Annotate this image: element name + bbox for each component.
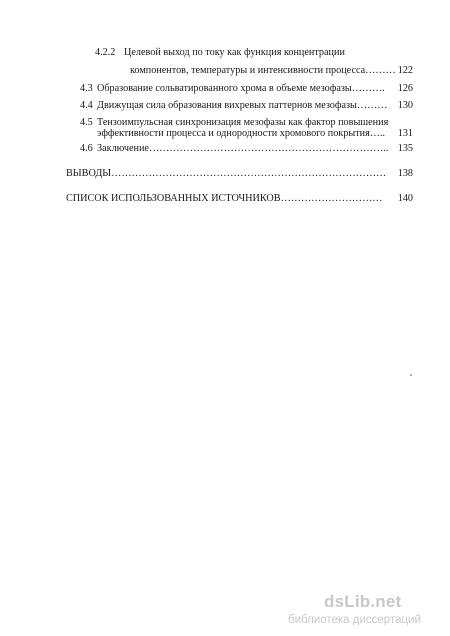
toc-page-number: 126 bbox=[397, 83, 413, 94]
toc-entry-number: 4.6 bbox=[80, 143, 93, 154]
watermark bbox=[288, 592, 448, 632]
toc-page-number: 122 bbox=[397, 65, 413, 76]
toc-entry-number: 4.5 bbox=[80, 117, 93, 128]
toc-page-number: 138 bbox=[397, 168, 413, 179]
toc-entry-title: Образование сольватированного хрома в объеме мезофазы………. bbox=[97, 83, 385, 94]
toc-entry-number: 4.2.2 bbox=[95, 47, 116, 58]
toc-entry-title: Тензоимпульсная синхронизация мезофазы как фактор повышения bbox=[97, 117, 389, 128]
toc-entry-number: 4.3 bbox=[80, 83, 93, 94]
toc-entry-title-continued: эффективности процесса и однородности хромового покрытия….. bbox=[97, 128, 386, 139]
watermark-subtitle: библиотека диссертаций bbox=[288, 614, 421, 626]
toc-page-number: 135 bbox=[397, 143, 413, 154]
toc-entry-title-continued: компонентов, температуры и интенсивности процесса……… bbox=[130, 65, 396, 76]
toc-entry-title: Целевой выход по току как функция концентрации bbox=[124, 47, 345, 58]
toc-page-number: 131 bbox=[397, 128, 413, 139]
watermark-logo: dsLib.net bbox=[324, 592, 402, 611]
toc-entry-title: Движущая сила образования вихревых паттернов мезофазы……… bbox=[97, 100, 388, 111]
toc-page-number: 140 bbox=[397, 193, 413, 204]
toc-entry-number: 4.4 bbox=[80, 100, 93, 111]
toc-page-number: 130 bbox=[397, 100, 413, 111]
toc-entry-title: ВЫВОДЫ……………………………………………………………………… bbox=[66, 168, 387, 179]
scan-speck bbox=[410, 374, 412, 376]
toc-entry-title: СПИСОК ИСПОЛЬЗОВАННЫХ ИСТОЧНИКОВ………………………… bbox=[66, 193, 383, 204]
toc-entry-title: Заключение…………………………………………………………….. bbox=[97, 143, 389, 154]
